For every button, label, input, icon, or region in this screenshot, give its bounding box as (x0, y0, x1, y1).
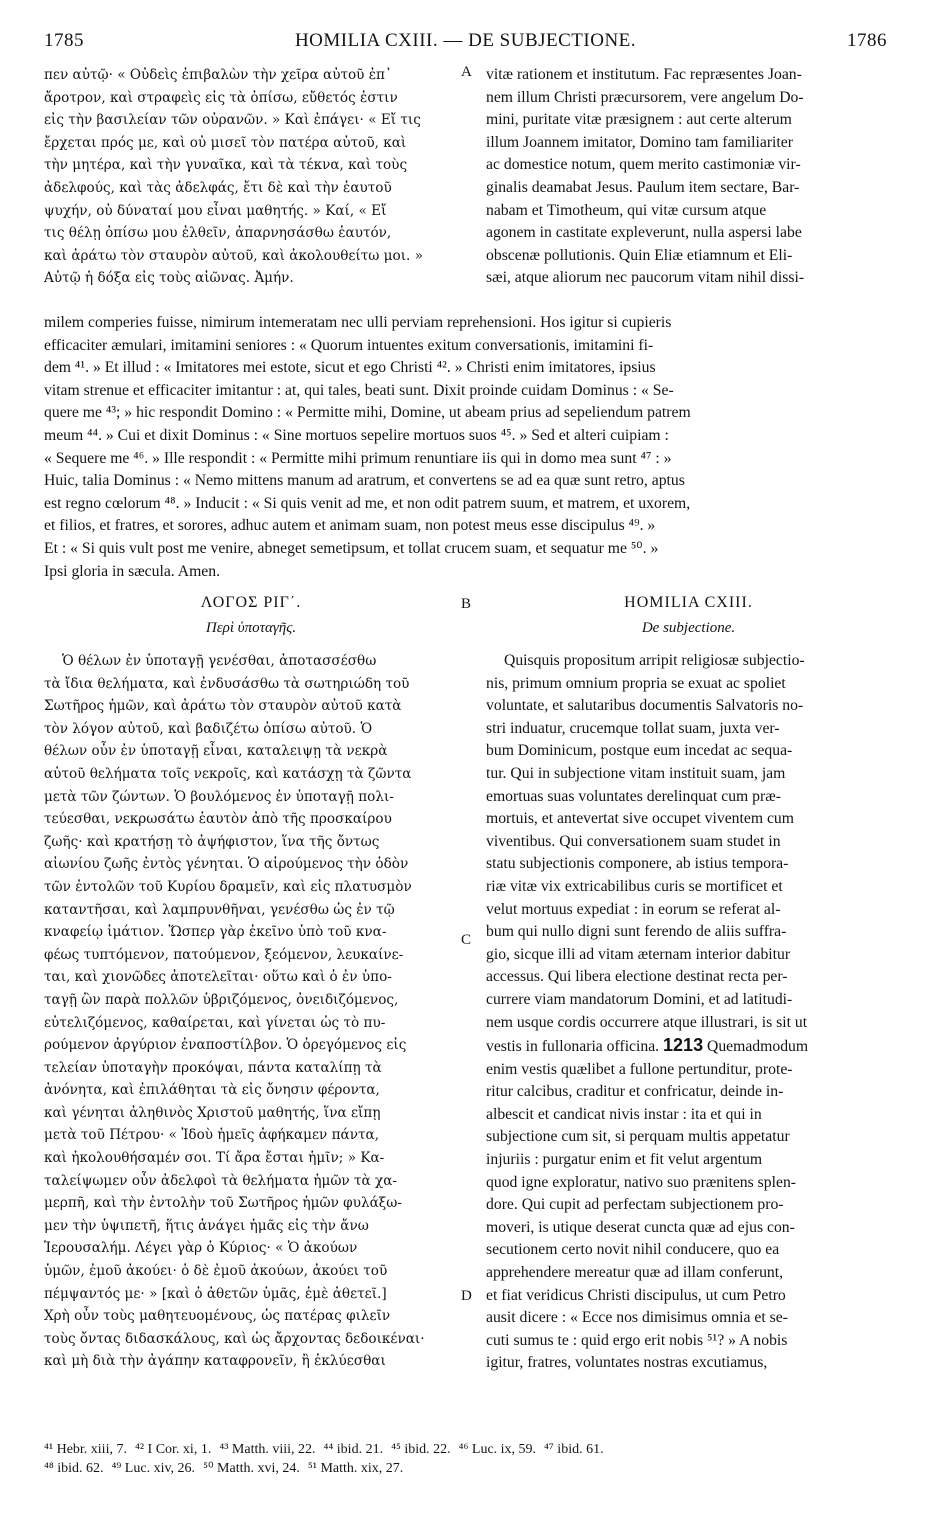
text-line: τελείαν ὑποταγὴν προκόψαι, πάντα καταλίπῃ τὰ (44, 1059, 382, 1076)
text-line: Ὁ θέλων ἐν ὑποταγῇ γενέσθαι, ἀποτασσέσθω (62, 653, 377, 669)
margin-letter-d: D (461, 1288, 472, 1304)
text-line: ginalis deamabat Jesus. Paulum item sectare, Bar- (486, 178, 800, 196)
text-line: cuti sumus te : quid ergo erit nobis ⁵¹? » A nobis (486, 1331, 788, 1349)
text-line: ταλείψωμεν οὖν ἀδελφοὶ τὰ θελήματα ἡμῶν τὰ χα- (44, 1172, 398, 1189)
text-line: tur. Qui in subjectione vitam instituit suam, jam (486, 764, 786, 782)
footnote: ⁴¹ Hebr. xiii, 7. (44, 1442, 127, 1457)
text-line: dem ⁴¹. » Et illud : « Imitatores mei estote, sicut et ego Christi ⁴². » Christi enim imitatores, ipsius (44, 359, 656, 377)
text-line: secutionem certo novit nihil conducere, quo ea (486, 1241, 780, 1259)
text-line: mortuis, et antevertat sive occupet viventem cum (486, 810, 794, 828)
text-line: ται, καὶ χιονῶδες ἀποτελεῖται· οὕτω καὶ ὁ ἐν ὑπο- (44, 969, 392, 986)
left-column-number: 1785 (44, 30, 84, 51)
text-line: nem illum Christi præcursorem, vere angelum Do- (486, 88, 804, 106)
footnotes (44, 1440, 891, 1478)
footnote: ⁴⁵ ibid. 22. (391, 1442, 451, 1457)
text-line: πεν αὐτῷ· « Οὐδεὶς ἐπιβαλὼν τὴν χεῖρα αὐτοῦ ἐπ᾽ (44, 67, 392, 83)
text-line: Ipsi gloria in sæcula. Amen. (44, 562, 221, 580)
text-line: ρούμενον ἀργύριον ἐναποστίλβον. Ὁ ὀρεγόμενος εἰς (44, 1037, 407, 1054)
text-line: Et : « Si quis vult post me venire, abneget semetipsum, et tollat crucem suam, et sequatur me ⁵⁰. » (44, 539, 659, 557)
text-line: viventibus. Qui conversationem suam studet in (486, 832, 781, 850)
text-line: ζωῆς· καὶ κρατήσῃ τὸ ἀψήφιστον, ἵνα τῆς ὄντως (44, 833, 380, 850)
text-line: apprehendere mereatur quæ ad illam conferunt, (486, 1264, 784, 1282)
text-line: nem usque cordis occurrere atque illustrari, is sit ut (486, 1013, 808, 1031)
text-line: τῶν ἐντολῶν τοῦ Κυρίου δραμεῖν, καὶ εἰς πλατυσμὸν (44, 878, 412, 895)
text-line: injuriis : purgatur enim et fit velut argentum (486, 1151, 763, 1169)
text-line: currere viam mandatorum Domini, et ad latitudi- (486, 990, 793, 1008)
text-line: καὶ ἀράτω τὸν σταυρὸν αὐτοῦ, καὶ ἀκολουθείτω μοι. » (44, 247, 423, 264)
text-line: ritur calcibus, craditur et confricatur, deinde in- (486, 1083, 784, 1101)
text-line: mini, puritate vitæ præsignem : aut certe alterum (486, 111, 792, 129)
text-line: quere me ⁴³; » hic respondit Domino : « Permitte mihi, Domine, ut abeam prius ad sepeliendum patrem (44, 404, 691, 422)
greek-text-top (44, 64, 458, 290)
column-number-marker: 1213 (663, 1035, 704, 1056)
text-line: illum Joannem imitator, Domino tam familiariter (486, 133, 793, 151)
text-line: καὶ ἠκολουθήσαμέν σοι. Τί ἄρα ἔσται ἡμῖν; » Κα- (44, 1150, 385, 1167)
footnote: ⁴² I Cor. xi, 1. (134, 1442, 212, 1457)
text-line: ausit dicere : « Ecce nos dimisimus omnia et se- (486, 1309, 788, 1327)
text-line: ψυχήν, οὐ δύναταί μου εἶναι μαθητής. » Καί, « Εἴ (44, 202, 387, 219)
text-line: subjectione cum sit, si perquam multis appetatur (486, 1128, 790, 1146)
footnotes-line-2 (44, 1459, 891, 1478)
text-line: agonem in castitate expleverunt, nulla aspersi labe (486, 224, 802, 242)
latin-body-line-continuation: Quemadmodum (707, 1038, 809, 1056)
text-line: efficaciter æmulari, imitamini seniores : « Quorum intuentes exitum conversationis, imitamini fi- (44, 336, 654, 354)
right-column-number: 1786 (847, 30, 887, 51)
text-line: τὰ ἴδια θελήματα, καὶ ἐνδυσάσθω τὰ σωτηριώδη τοῦ (44, 675, 410, 692)
footnote: ⁴⁹ Luc. xiv, 26. (111, 1461, 196, 1476)
text-line: μετὰ τῶν ζώντων. Ὁ βουλόμενος ἐν ὑποταγῇ πολι- (44, 788, 394, 805)
text-line: εὐτελιζόμενος, καθαίρεται, καὶ γίνεται ὡς τὸ πυ- (44, 1014, 386, 1031)
text-line: bum qui nullo digni sunt ferendo de aliis suffra- (486, 923, 787, 941)
text-line: μετὰ τοῦ Πέτρου· « Ἰδοὺ ἡμεῖς ἀφήκαμεν πάντα, (44, 1127, 380, 1144)
text-line: milem comperies fuisse, nimirum intemeratam nec ulli perviam reprehensioni. Hos igitur si cupieris (44, 314, 672, 331)
text-line: est regno cœlorum ⁴⁸. » Inducit : « Si quis venit ad me, et non odit patrem suum, et matrem, et uxorem, (44, 494, 691, 512)
text-line: θέλων οὖν ἐν ὑποταγῇ εἶναι, καταλειψῃ τὰ νεκρὰ (44, 743, 388, 760)
text-line: ἀδελφούς, καὶ τὰς ἀδελφάς, ἔτι δὲ καὶ τὴν ἑαυτοῦ (44, 179, 392, 196)
text-line: accessus. Qui libera electione destinat recta per- (486, 968, 788, 986)
text-line: Αὐτῷ ἡ δόξα εἰς τοὺς αἰῶνας. Ἀμήν. (44, 270, 294, 287)
text-line: albescit et candicat nivis instar : ita et qui in (486, 1105, 762, 1123)
latin-homily-body (486, 650, 891, 1375)
text-line: vitæ rationem et institutum. Fac repræsentes Joan- (486, 66, 802, 83)
text-line: emortuas suas voluntates derelinquat cum præ- (486, 787, 781, 805)
latin-text-full-width (44, 312, 891, 583)
text-line: nabam et Timotheum, qui vitæ cursum atque (486, 201, 767, 219)
text-line: μερπῆ, καὶ τὴν ἐντολὴν τοῦ Σωτῆρος ἡμῶν φυλάξω- (44, 1195, 402, 1212)
text-line: καὶ γένηται ἀληθινὸς Χριστοῦ μαθητής, ἵνα εἴπῃ (44, 1104, 381, 1121)
greek-homily-title: ΛΟΓΟΣ ΡΙΓ΄. (200, 594, 302, 611)
text-line: κναφείῳ ἱμάτιον. Ὥσπερ γὰρ ἐκεῖνο ὑπὸ τοῦ κνα- (44, 924, 387, 941)
text-line: igitur, fratres, voluntates nostras excutiamus, (486, 1354, 768, 1372)
text-line: Ἱερουσαλήμ. Λέγει γὰρ ὁ Κύριος· « Ὁ ἀκούων (44, 1240, 358, 1257)
text-line: αὐτοῦ θελήματα τοῖς νεκροῖς, καὶ κατάσχῃ τὰ ζῶντα (44, 765, 412, 782)
page-header (44, 30, 887, 60)
text-line: nis, primum omnium propria se exuat ac spoliet (486, 674, 786, 692)
text-line: moveri, is utique deserat cuncta quæ ad ejus con- (486, 1218, 795, 1236)
text-line: τὴν μητέρα, καὶ τὴν γυναῖκα, καὶ τὰ τέκνα, καὶ τοὺς (44, 157, 408, 174)
text-line: εἰς τὴν βασιλείαν τῶν οὐρανῶν. » Καὶ ἐπάγει· « Εἴ τις (44, 112, 421, 129)
text-line: τοὺς ὄντας διδασκάλους, καὶ ὡς ἄρχοντας δεδοικέναι· (44, 1330, 425, 1347)
text-line: Huic, talia Dominus : « Nemo mittens manum ad aratrum, et convertens se ad ea quæ sunt retro, aptus (44, 472, 685, 490)
footnote: ⁴⁴ ibid. 21. (323, 1442, 384, 1457)
text-line: obscenæ pollutionis. Quin Eliæ etiamnum et Eli- (486, 246, 793, 264)
latin-homily-title: HOMILIA CXIII. (624, 594, 753, 611)
text-line: meum ⁴⁴. » Cui et dixit Dominus : « Sine mortuos sepelire mortuos suos ⁴⁵. » Sed et alteri cuipiam : (44, 426, 669, 444)
footnote: ⁴³ Matth. viii, 22. (219, 1442, 316, 1457)
latin-homily-subtitle: De subjectione. (641, 620, 736, 636)
text-line: ὑμῶν, ἐμοῦ ἀκούει· ὁ δὲ ἐμοῦ ἀκούων, ἀκούει τοῦ (44, 1263, 388, 1280)
text-line: dore. Qui cupit ad perfectam subjectionem pro- (486, 1196, 784, 1214)
text-line: gio, sicque illi ad vitam æternam interior dabitur (486, 945, 791, 963)
text-line: αἰωνίου ζωῆς ἐντὸς γένηται. Ὁ αἱρούμενος τὴν ὁδὸν (44, 856, 409, 873)
text-line: riæ vitæ vix extricabilibus curis se mortificet et (486, 877, 783, 895)
text-line: et filios, et fratres, et sorores, adhuc autem et animam suam, non potest meus esse discipulus ⁴⁹. » (44, 517, 656, 535)
latin-body-part-b (486, 1059, 891, 1375)
footnotes-line-1 (44, 1440, 891, 1459)
text-line: « Sequere me ⁴⁶. » Ille respondit : « Permitte mihi primum renuntiare iis qui in domo mea sunt ⁴⁷ : » (44, 449, 672, 467)
text-line: τις θέλῃ ὀπίσω μου ἐλθεῖν, ἀπαρνησάσθω ἑαυτόν, (44, 225, 392, 242)
text-line: ταγῇ ὢν παρὰ πολλῶν ὑβριζόμενος, ὀνειδιζόμενος, (44, 991, 399, 1008)
margin-letter-a: A (461, 64, 472, 80)
margin-letter-c: C (461, 932, 472, 948)
footnote: ⁴⁸ ibid. 62. (44, 1461, 104, 1476)
text-line: ἔρχεται πρός με, καὶ οὐ μισεῖ τὸν πατέρα αὐτοῦ, καὶ (44, 134, 407, 151)
text-line: καταντῆσαι, καὶ λαμπρυνθῆναι, γενέσθω ὡς ἐν τῷ (44, 901, 395, 918)
text-line: φέως τυπτόμενον, πατούμενον, ξεόμενον, λευκαίνε- (44, 946, 404, 963)
text-line: statu subjectionis componere, ab istius tempora- (486, 855, 789, 873)
text-line: τεύεσθαι, νεκρωσάτω ἑαυτὸν ἀπὸ τῆς προσκαίρου (44, 811, 392, 828)
text-line: bum Dominicum, postque eum incedat ac sequa- (486, 742, 793, 760)
text-line: enim vestis quælibet a fullone pertunditur, prote- (486, 1060, 793, 1078)
latin-text-top (486, 64, 891, 290)
margin-letter-b: B (461, 596, 472, 612)
text-line: quod igne exploratur, nativo suo prænitens splen- (486, 1173, 797, 1191)
text-line: stri induatur, crucemque tollat suam, juxta ver- (486, 719, 780, 737)
latin-body-inline-line (486, 1034, 891, 1059)
latin-body-part-a (486, 650, 891, 1034)
text-line: τὸν λόγον αὐτοῦ, καὶ βαδιζέτω ὀπίσω αὐτοῦ. Ὁ (44, 720, 373, 737)
latin-body-line-end: vestis in fullonaria officina. (486, 1038, 660, 1056)
text-line: ἀνόνητα, καὶ ἐπιλάθηται τὰ εἰς ὄνησιν φέροντα, (44, 1082, 380, 1099)
footnote: ⁵⁰ Matth. xvi, 24. (203, 1461, 300, 1476)
text-line: Σωτῆρος ἡμῶν, καὶ ἀράτω τὸν σταυρὸν αὐτοῦ κατὰ (44, 698, 402, 715)
text-line: πέμψαντός με· » [καὶ ὁ ἀθετῶν ὑμᾶς, ἐμὲ ἀθετεῖ.] (44, 1285, 387, 1302)
footnote: ⁵¹ Matth. xix, 27. (307, 1461, 404, 1476)
greek-homily-body (44, 650, 458, 1373)
text-line: Χρὴ οὖν τοὺς μαθητευομένους, ὡς πατέρας φιλεῖν (44, 1308, 391, 1325)
footnote: ⁴⁷ ibid. 61. (544, 1442, 604, 1457)
text-line: καὶ μὴ διὰ τὴν ἀγάπην καταφρονεῖν, ἢ ἐκλύεσθαι (44, 1353, 386, 1370)
text-line: voluntate, et salutaribus documentis Salvatoris no- (486, 697, 804, 715)
text-line: sæi, atque aliorum nec paucorum vitam nihil dissi- (486, 269, 805, 287)
text-line: et fiat veridicus Christi discipulus, ut cum Petro (486, 1286, 786, 1304)
text-line: ἄροτρον, καὶ στραφεὶς εἰς τὰ ὀπίσω, εὔθετός ἐστιν (44, 89, 398, 106)
text-line: vitam strenue et efficaciter imitantur : at, qui tales, beati sunt. Dixit proinde cuidam Dominus : « Se- (44, 381, 674, 399)
footnote: ⁴⁶ Luc. ix, 59. (458, 1442, 537, 1457)
greek-homily-subtitle: Περὶ ὑποταγῆς. (205, 620, 297, 636)
text-line: μεν τὴν ὑψιπετῆ, ἥτις ἀνάγει ἡμᾶς εἰς τὴν ἄνω (44, 1217, 369, 1234)
text-line: ac domestice notum, quem merito castimoniæ vir- (486, 156, 801, 174)
text-line: velut mortuus expediat : in eorum se referat al- (486, 900, 781, 918)
running-title: HOMILIA CXIII. — DE SUBJECTIONE. (294, 30, 637, 51)
text-line: Quisquis propositum arripit religiosæ subjectio- (504, 652, 805, 669)
